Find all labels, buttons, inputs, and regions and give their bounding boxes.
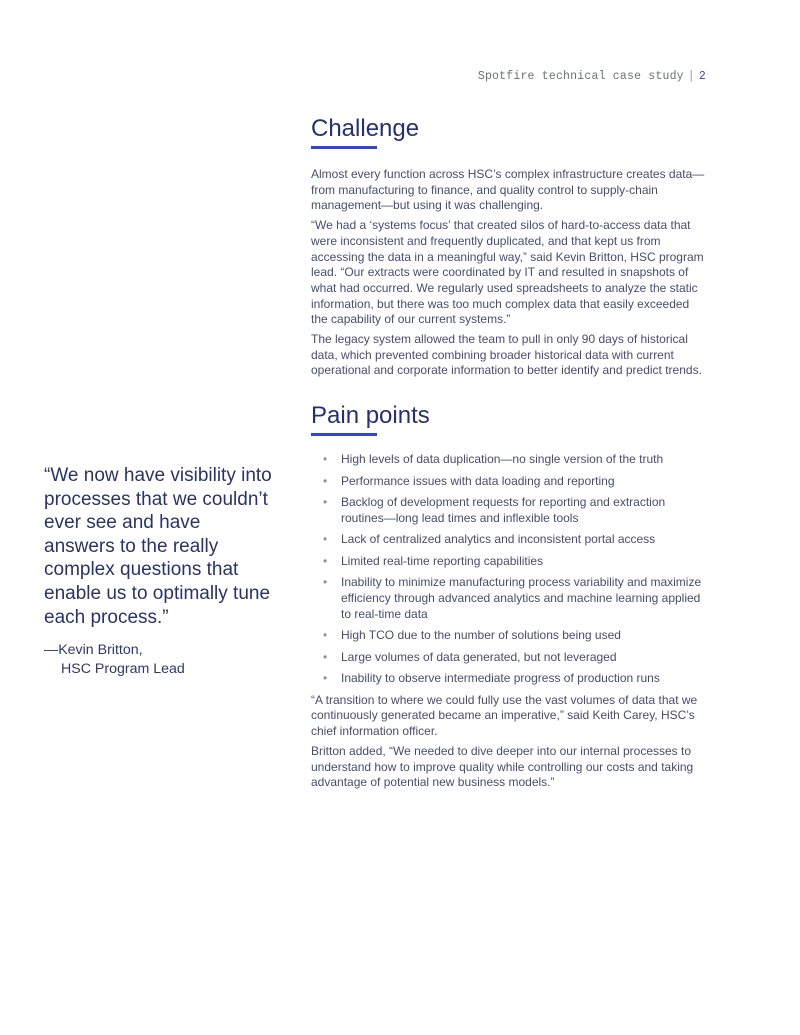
bullet-icon: • [323, 473, 328, 488]
challenge-heading: Challenge [311, 115, 420, 142]
challenge-paragraph: Almost every function across HSC’s complex infrastructure creates data—from manufacturing to finance, and quality control to supply-chain management—but using it was challenging. [311, 167, 705, 213]
list-item-text: Limited real-time reporting capabilities [341, 553, 544, 568]
bullet-icon: • [323, 628, 328, 643]
list-item [311, 628, 707, 644]
list-item-text: High levels of data duplication—no single version of the truth [341, 452, 664, 467]
pull-quote-text: “We now have visibility into processes that we couldn’t ever see and have answers to the really complex questions that enable us to optimally tune each process.” [44, 465, 272, 628]
header-separator: | [687, 70, 695, 83]
main-content [311, 114, 707, 795]
page-header [478, 70, 706, 83]
list-item [311, 671, 707, 687]
bullet-icon: • [323, 495, 328, 510]
list-item [311, 474, 707, 490]
pain-points-paragraph: Britton added, “We needed to dive deeper into our internal processes to understand how to improve quality while controlling our costs and taking advantage of potential new business models.” [311, 743, 694, 790]
bullet-icon: • [323, 575, 328, 590]
list-item-text: Lack of centralized analytics and inconsistent portal access [341, 532, 656, 547]
bullet-icon: • [323, 553, 328, 568]
pull-quote-author: —Kevin Britton, [44, 642, 143, 659]
list-item-text: Performance issues with data loading and reporting [341, 473, 615, 488]
bullet-icon: • [323, 649, 328, 664]
list-item-text: Large volumes of data generated, but not leveraged [341, 649, 617, 664]
bullet-icon: • [323, 452, 328, 467]
list-item [311, 495, 707, 526]
list-item-text: High TCO due to the number of solutions being used [341, 628, 621, 643]
list-item [311, 650, 707, 666]
list-item-text: Inability to minimize manufacturing process variability and maximize efficiency through advanced analytics and machine learning applied to real-time data [341, 575, 702, 621]
pain-points-heading: Pain points [311, 402, 430, 430]
list-item [311, 575, 707, 622]
page-number: 2 [698, 70, 706, 83]
bullet-icon: • [323, 532, 328, 547]
list-item-text: Inability to observe intermediate progress of production runs [341, 671, 660, 686]
list-item [311, 554, 707, 570]
challenge-section [311, 114, 707, 379]
pain-points-section [311, 401, 707, 791]
list-item-text: Backlog of development requests for reporting and extraction routines—long lead times and inflexible tools [341, 495, 666, 525]
pain-points-paragraph: “A transition to where we could fully use the vast volumes of data that we continuously generated became an imperative,” said Keith Carey, HSC’s chief information officer. [311, 692, 698, 739]
bullet-icon: • [323, 671, 328, 686]
list-item [311, 532, 707, 548]
pain-points-list [311, 452, 707, 687]
challenge-paragraph: “We had a ‘systems focus’ that created silos of hard-to-access data that were inconsistent and frequently duplicated, and that kept us from accessing the data in a meaningful way,” said Kevin Britton, HSC program lead. “Our extracts were coordinated by IT and resulted in snapshots of what had occurred. We regularly used spreadsheets to analyze the static information, but there was too much complex data that easily exceeded the capability of our current systems.” [311, 218, 704, 327]
heading-underline [311, 146, 377, 149]
pull-quote [44, 464, 276, 678]
pull-quote-attribution [44, 641, 276, 678]
challenge-paragraph: The legacy system allowed the team to pull in only 90 days of historical data, which prevented combining broader historical data with current operational and corporate information to better identify and predict trends. [311, 332, 702, 378]
list-item [311, 452, 707, 468]
document-title: Spotfire technical case study [477, 70, 684, 83]
heading-underline [311, 433, 377, 436]
pull-quote-role: HSC Program Lead [61, 660, 185, 677]
